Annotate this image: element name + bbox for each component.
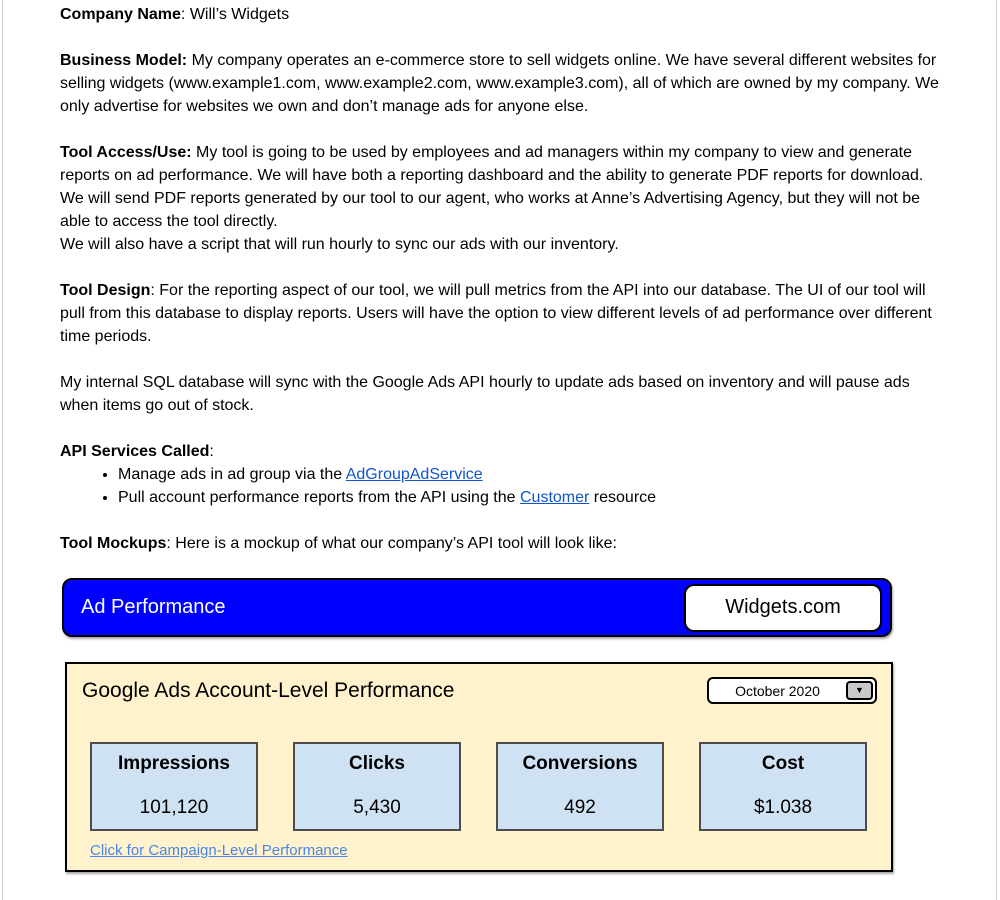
month-dropdown-value: October 2020 [735,682,820,699]
metrics-row [90,742,867,831]
metric-card-clicks [293,742,461,831]
document-content [60,3,940,872]
account-performance-panel [65,662,893,872]
business-model-text: My company operates an e-commerce store to sell widgets online. We have several different websites for selling widgets (www.example1.com, www.example2.com, www.example3.com), all of which are owned by my company. We only advertise for websites we own and don’t manage ads for anyone else. [60,52,939,115]
metric-label: Impressions [118,753,230,774]
mockup-header-title: Ad Performance [81,596,226,618]
api-service-item-customer [118,486,940,509]
api-services-heading [60,440,940,463]
tool-mockups-text: : Here is a mockup of what our company’s API tool will look like: [166,535,617,552]
mockup-header-bar [62,578,892,637]
metric-label: Clicks [349,753,405,774]
bullet2-text: Pull account performance reports from the API using the [118,489,520,506]
tool-access-label: Tool Access/Use: [60,144,192,161]
metric-value: 101,120 [139,797,209,818]
widgets-com-button[interactable]: Widgets.com [684,584,882,632]
api-service-item-adgroupad [118,463,940,486]
api-services-label: API Services Called [60,443,210,460]
sql-paragraph-text: My internal SQL database will sync with the Google Ads API hourly to update ads based on inventory and will pause ads when items go out of stock. [60,374,910,414]
metric-card-impressions [90,742,258,831]
page-right-edge [996,0,997,900]
api-services-list [60,463,940,509]
metric-card-conversions [496,742,664,831]
tool-mockups-label: Tool Mockups [60,535,167,552]
adgroupadservice-link[interactable]: AdGroupAdService [345,466,483,483]
company-name-label: Company Name [60,6,181,23]
campaign-level-link[interactable]: Click for Campaign-Level Performance [90,842,348,859]
metric-label: Cost [761,753,805,774]
tool-access-paragraph [60,141,940,256]
bullet1-text: Manage ads in ad group via the [118,466,346,483]
tool-design-label: Tool Design [60,282,151,299]
tool-design-paragraph [60,279,940,348]
company-name-line [60,3,940,26]
page-left-edge [2,0,3,900]
metric-value: $1.038 [753,797,813,818]
tool-design-text: : For the reporting aspect of our tool, we will pull metrics from the API into our database. The UI of our tool will pull from this database to display reports. Users will have the option to view different levels of ad performance over different time periods. [60,282,932,345]
metric-card-cost [699,742,867,831]
tool-mockups-paragraph [60,532,940,555]
dropdown-arrow-icon[interactable]: ▼ [846,681,873,700]
business-model-paragraph [60,49,940,118]
metric-value: 5,430 [353,797,401,818]
sql-paragraph [60,371,940,417]
panel-header-row [82,677,877,704]
month-dropdown[interactable] [707,677,877,704]
customer-link[interactable]: Customer [519,489,590,506]
metric-value: 492 [564,797,596,818]
tool-access-line2: We will also have a script that will run hourly to sync our ads with our inventory. [60,236,619,253]
tool-access-text: My tool is going to be used by employees and ad managers within my company to view and generate reports on ad performance. We will have both a reporting dashboard and the ability to generate PDF reports for download. We will send PDF reports generated by our tool to our agent, who works at Anne’s Advertising Agency, but they will not be able to access the tool directly. [60,144,924,230]
company-name-value: : Will’s Widgets [180,6,290,23]
metric-label: Conversions [522,753,638,774]
api-services-colon: : [209,443,214,460]
panel-title: Google Ads Account-Level Performance [82,678,455,702]
business-model-label: Business Model: [60,52,188,69]
bullet2-post-text: resource [589,489,657,506]
